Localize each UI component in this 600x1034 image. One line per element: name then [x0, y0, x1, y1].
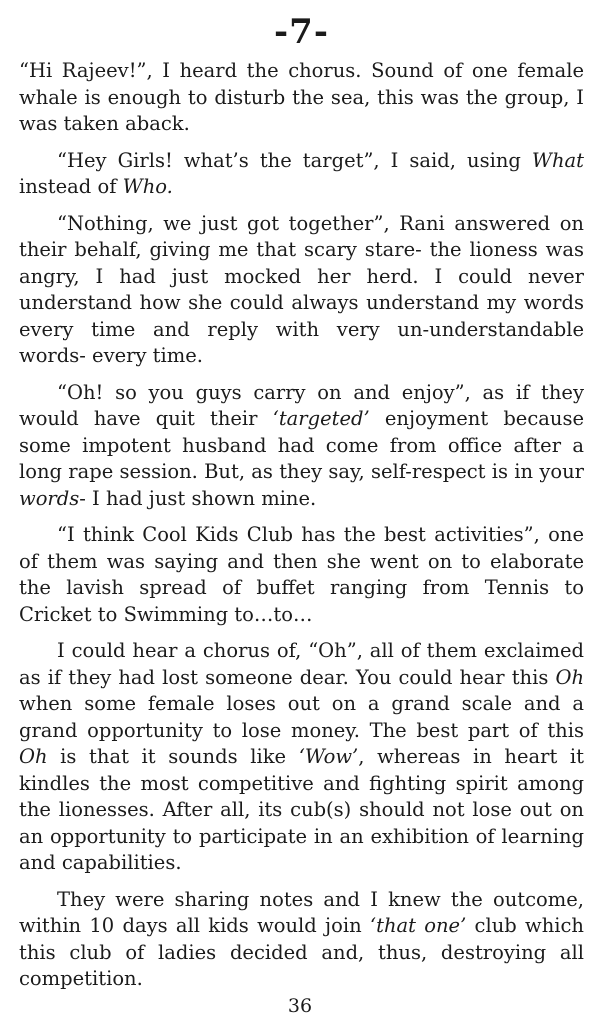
text-run: They were sharing notes and I knew the outcome, within 10 days all kids would join: [19, 887, 584, 937]
text-run: “I think Cool Kids Club has the best activities”, one of them was saying and then she went on to elaborate the lavish spread of buffet ranging from Tennis to Cricket to Swimming to…to…: [19, 523, 584, 626]
text-run: - I had just shown mine.: [79, 486, 317, 510]
italic-text-run: What: [531, 148, 584, 172]
text-run: enjoyment because some impotent husband had come from office after a long rape session. But, as they say, self-respect is in your: [19, 407, 584, 483]
italic-text-run: Who.: [122, 175, 173, 198]
italic-text-run: words: [19, 486, 80, 510]
text-run: “Nothing, we just got together”, Rani answered on their behalf, giving me that scary stare- the lioness was angry, I had just mocked her herd. I could never understand how she could always understand my words every time and reply with very un-understandable words- every time.: [19, 211, 584, 367]
text-run: instead of: [19, 175, 123, 198]
chapter-body: [19, 58, 584, 993]
text-run: “Hey Girls! what’s the target”, I said, using: [57, 148, 532, 172]
text-run: club which this club of ladies decided and, thus, destroying all competition.: [19, 914, 584, 990]
page-number: 36: [287, 995, 313, 1017]
paragraph: [19, 638, 584, 877]
italic-text-run: Oh: [555, 665, 584, 689]
paragraph: [19, 211, 584, 370]
paragraph: [19, 148, 584, 201]
text-run: I could hear a chorus of, “Oh”, all of them exclaimed as if they had lost someone dear. You could hear this: [19, 639, 584, 689]
italic-text-run: ‘Wow’: [298, 745, 359, 768]
text-run: , whereas in heart it kindles the most competitive and fighting spirit among the lionesses. After all, its cub(s) should not lose out on an opportunity to participate in an exhibition of learning and capabilities.: [19, 745, 584, 874]
paragraph: [19, 380, 584, 513]
italic-text-run: ‘that one’: [369, 914, 467, 937]
italic-text-run: Oh: [19, 745, 48, 768]
italic-text-run: ‘targeted’: [272, 407, 370, 430]
text-run: “Oh! so you guys carry on and enjoy”, as if they would have quit their: [19, 380, 584, 430]
text-run: when some female loses out on a grand scale and a grand opportunity to lose money. The best part of this: [19, 692, 584, 742]
paragraph: [19, 58, 584, 138]
paragraph: [19, 522, 584, 628]
chapter-title: -7-: [274, 12, 329, 52]
text-run: “Hi Rajeev!”, I heard the chorus. Sound of one female whale is enough to disturb the sea, this was the group, I was taken aback.: [19, 59, 584, 135]
paragraph: [19, 887, 584, 993]
text-run: is that it sounds like: [47, 745, 299, 768]
